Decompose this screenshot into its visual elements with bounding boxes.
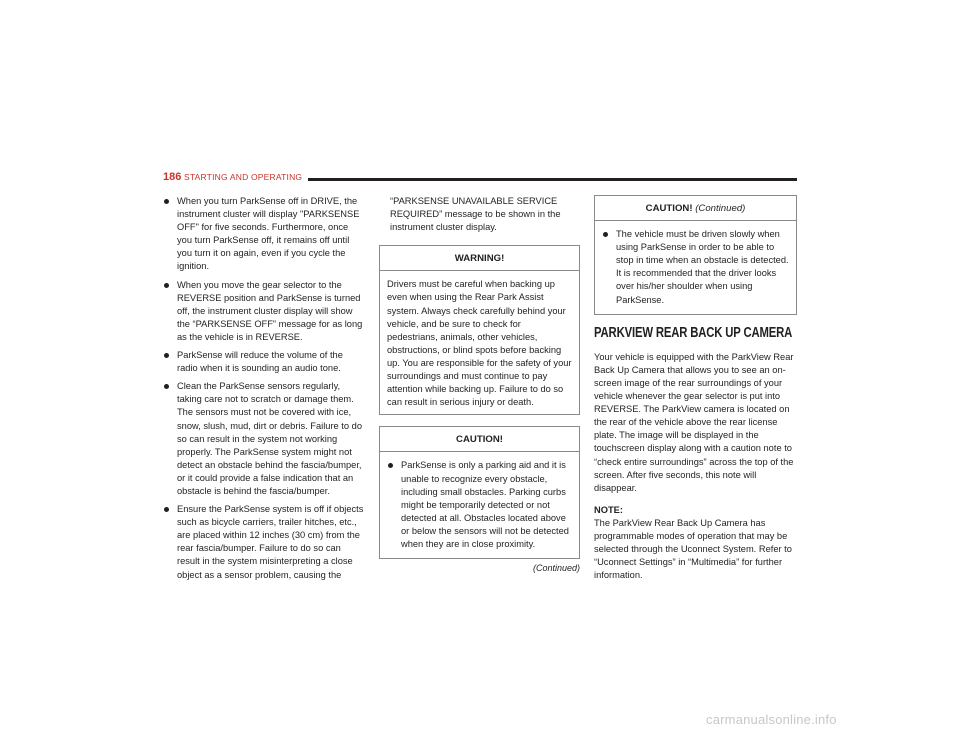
continued-paragraph: “PARKSENSE UNAVAILABLE SERVICE REQUIRED” message to be shown in the instrument cluster display. xyxy=(390,196,561,233)
section-heading: PARKVIEW REAR BACK UP CAMERA xyxy=(594,324,793,341)
warning-body: Drivers must be careful when backing up even when using the Rear Park Assist system. Always check carefully behind your vehicle, and be sure to check for pedestrians, animals, other vehicles, obstructions, or blind spots before backing up. You are responsible for the safety of your surroundings and must continue to pay attention while backing up. Failure to do so can result in serious injury or death. xyxy=(387,279,572,408)
list-item: The vehicle must be driven slowly when using ParkSense in order to be able to stop in time when an obstacle is detected. It is recommended that the driver looks over his/her shoulder when using ParkSense. xyxy=(602,228,789,307)
column-1 xyxy=(163,195,365,587)
watermark: carmanualsonline.info xyxy=(706,712,837,727)
note-text: The ParkView Rear Back Up Camera has programmable modes of operation that may be selected through the Uconnect System. Refer to “Uconnect Settings” in “Multimedia” for further information. xyxy=(594,517,792,581)
bullet-icon xyxy=(164,199,169,204)
caution-box xyxy=(379,426,580,559)
caution-title: CAUTION! xyxy=(380,427,579,452)
list-item: ParkSense will reduce the volume of the radio when it is sounding an audio tone. xyxy=(163,349,365,375)
list-item: When you move the gear selector to the REVERSE position and ParkSense is turned off, the instrument cluster display will show the “PARKSENSE OFF” message for as long as the vehicle is in REVERSE. xyxy=(163,279,365,344)
list-item: When you turn ParkSense off in DRIVE, the instrument cluster will display "PARKSENSE OFF" for five seconds. Furthermore, once you turn ParkSense off, it remains off until you turn it on again, even if you cycle the ignition. xyxy=(163,195,365,274)
list-item: Ensure the ParkSense system is off if objects such as bicycle carriers, trailer hitches, etc., are placed within 12 inches (30 cm) from the rear fascia/bumper. Failure to do so can result in the system misinterpreting a close object as a sensor problem, causing the xyxy=(163,503,365,582)
warning-box xyxy=(379,245,580,415)
body-paragraph: Your vehicle is equipped with the ParkView Rear Back Up Camera that allows you to see an on-screen image of the rear surroundings of your vehicle whenever the gear selector is put into REVERSE. The ParkView camera is located on the rear of the vehicle above the rear license plate. The image will be displayed in the touchscreen display along with a caution note to “check entire surroundings” across the top of the screen. After five seconds, this note will disappear. xyxy=(594,351,794,493)
bullet-icon xyxy=(388,463,393,468)
bullet-icon xyxy=(603,232,608,237)
continued-label: (Continued) xyxy=(532,563,580,574)
page-header xyxy=(163,171,797,185)
page-number: 186 xyxy=(163,171,182,183)
caution-title: CAUTION! xyxy=(645,203,693,214)
list-item: ParkSense is only a parking aid and it is unable to recognize every obstacle, including small obstacles. Parking curbs might be temporarily detected or not detected at all. Obstacles located above or below the sensors will not be detected when they are in close proximity. xyxy=(387,459,572,551)
bullet-icon xyxy=(164,507,169,512)
note-label: NOTE: xyxy=(594,504,623,515)
bullet-icon xyxy=(164,283,169,288)
column-2 xyxy=(379,195,580,575)
bullet-icon xyxy=(164,384,169,389)
section-title: STARTING AND OPERATING xyxy=(184,172,303,182)
column-3 xyxy=(594,195,797,591)
bullet-icon xyxy=(164,353,169,358)
note xyxy=(594,504,797,583)
warning-title: WARNING! xyxy=(380,246,579,271)
caution-continued-box xyxy=(594,195,797,315)
header-rule xyxy=(308,178,797,181)
bullet-list xyxy=(163,195,365,582)
caution-subtitle: (Continued) xyxy=(695,203,746,214)
list-item: Clean the ParkSense sensors regularly, taking care not to scratch or damage them. The sensors must not be covered with ice, snow, slush, mud, dirt or debris. Failure to do so can result in the system not working properly. The ParkSense system might not detect an obstacle behind the fascia/bumper, or it could provide a false indication that an obstacle is behind the fascia/bumper. xyxy=(163,380,365,498)
